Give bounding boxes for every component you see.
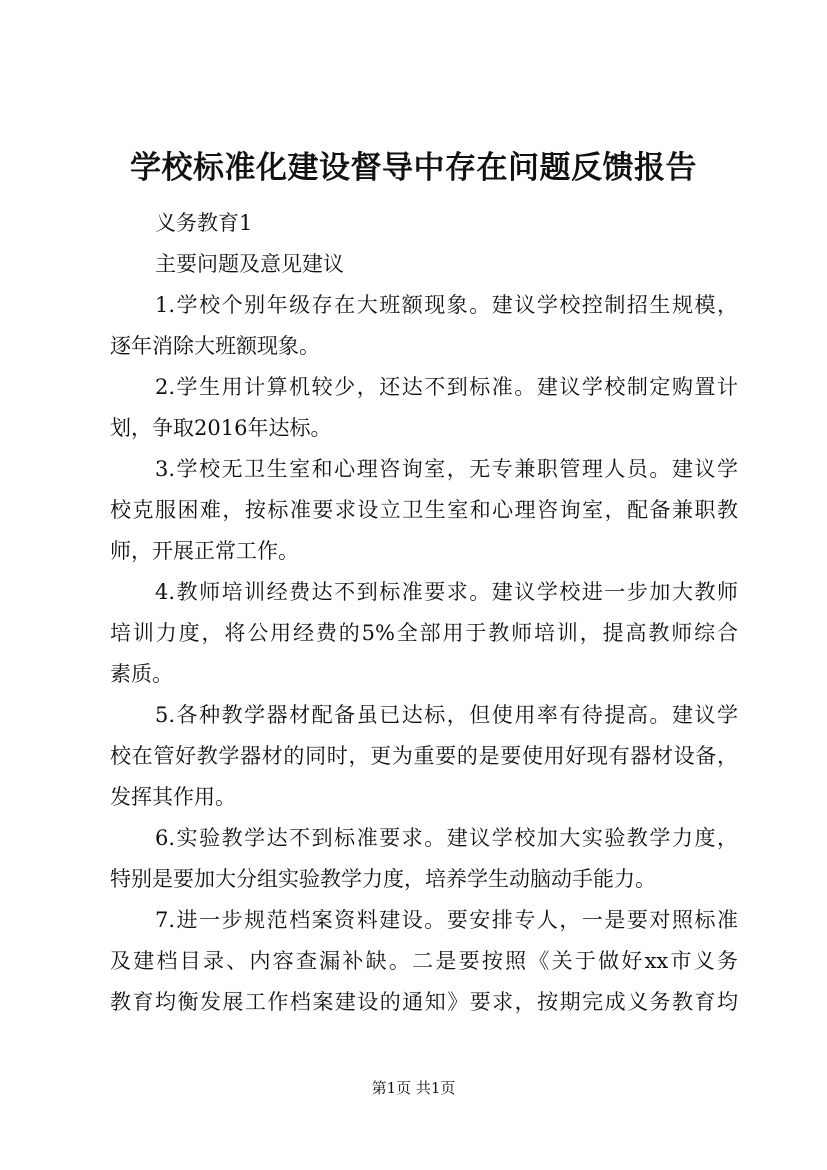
- body-line: 校在管好教学器材的同时，更为重要的是要使用好现有器材设备，: [110, 744, 738, 768]
- body-line: 发挥其作用。: [110, 785, 236, 809]
- body-line: 义务教育1: [155, 211, 253, 235]
- page-footer: 第1页 共1页: [371, 1079, 456, 1097]
- body-line: 划，争取2016年达标。: [110, 416, 332, 440]
- body-line: 逐年消除大班额现象。: [110, 334, 320, 358]
- body-line: 6.实验教学达不到标准要求。建议学校加大实验教学力度，: [155, 826, 738, 850]
- body-line: 3.学校无卫生室和心理咨询室，无专兼职管理人员。建议学: [155, 457, 738, 481]
- body-line: 主要问题及意见建议: [155, 252, 344, 276]
- body-line: 7.进一步规范档案资料建设。要安排专人，一是要对照标准: [155, 908, 738, 932]
- document-body: [110, 203, 738, 1023]
- body-line: 素质。: [110, 662, 173, 686]
- body-line: 师，开展正常工作。: [110, 539, 299, 563]
- body-line: 4.教师培训经费达不到标准要求。建议学校进一步加大教师: [155, 580, 738, 604]
- body-line: 培训力度，将公用经费的5%全部用于教师培训，提高教师综合: [110, 621, 738, 645]
- body-line: 教育均衡发展工作档案建设的通知》要求，按期完成义务教育均: [110, 990, 738, 1014]
- body-line: 校克服困难，按标准要求设立卫生室和心理咨询室，配备兼职教: [110, 498, 738, 522]
- document-title: 学校标准化建设督导中存在问题反馈报告: [130, 150, 697, 186]
- body-line: 特别是要加大分组实验教学力度，培养学生动脑动手能力。: [110, 867, 656, 891]
- body-line: 1.学校个别年级存在大班额现象。建议学校控制招生规模，: [155, 293, 738, 317]
- body-line: 及建档目录、内容查漏补缺。二是要按照《关于做好xx市义务: [110, 949, 738, 973]
- body-line: 5.各种教学器材配备虽已达标，但使用率有待提高。建议学: [155, 703, 738, 727]
- body-line: 2.学生用计算机较少，还达不到标准。建议学校制定购置计: [155, 375, 738, 399]
